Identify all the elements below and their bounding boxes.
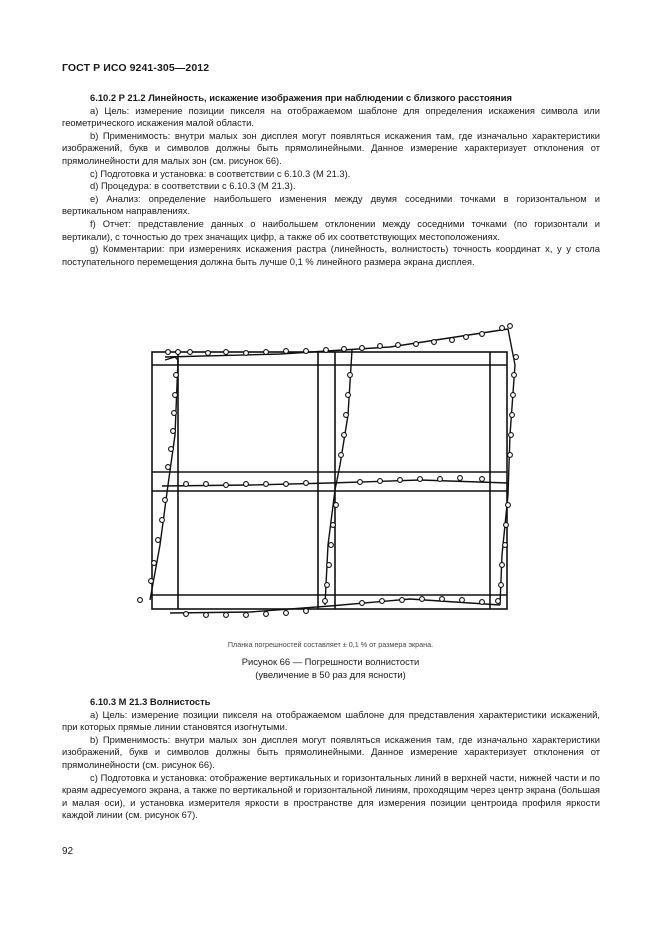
section-heading: 6.10.3 M 21.3 Волнистость <box>90 696 211 707</box>
paragraph-c: c) Подготовка и установка: в соответствии с 6.10.3 (М 21.3). <box>90 167 351 179</box>
paragraph-c: c) Подготовка и установка: отображение вертикальных и горизонтальных линий в верхней части, нижней части и по краям адресуемого экрана, а также по вертикальной и горизонтальной линиям, проходящим через центр экрана (большая и малая оси), и установка измерителя яркости в пространстве для измерения позиции центроида профиля яркости каждой линии (см. рисунок 67). <box>62 771 600 821</box>
page-number: 92 <box>62 846 74 857</box>
section-6-10-2 <box>62 92 600 268</box>
paragraph-f: f) Отчет: представление данных о наибольшем отклонении между соседними точками (по горизонтали и вертикали), с точностью до трех значащих цифр, а также об их соответствующих местоположениях. <box>62 217 600 242</box>
section-heading: 6.10.2 P 21.2 Линейность, искажение изображения при наблюдении с близкого расстояния <box>90 92 512 103</box>
paragraph-b: b) Применимость: внутри малых зон дисплея могут появляться искажения там, где изначально характеристики изображений, букв и символов должны быть прямолинейными. Данное измерение характеризует отклонения от прямолинейности (см. рисунок 66). <box>62 733 600 770</box>
measurement-points <box>138 324 519 618</box>
figure-caption <box>0 656 661 681</box>
section-6-10-3 <box>62 696 600 822</box>
figure-caption-title: Рисунок 66 — Погрешности волнистости <box>241 656 420 667</box>
figure-note: Планка погрешностей составляет ± 0,1 % от размера экрана. <box>227 640 434 649</box>
paragraph-a: a) Цель: измерение позиции пикселя на отображаемом шаблоне для определения искажения символа или геометрического искажения малой области. <box>62 104 600 129</box>
paragraph-g: g) Комментарии: при измерениях искажения растра (линейность, волнистость) точность координат x, y у стола поступательного перемещения должна быть лучше 0,1 % линейного размера экрана дисплея. <box>62 243 600 267</box>
paragraph-d: d) Процедура: в соответствии с 6.10.3 (М 21.3). <box>90 180 296 192</box>
document-header: ГОСТ Р ИСО 9241-305—2012 <box>62 62 210 74</box>
paragraph-e: e) Анализ: определение наибольшего изменения между двумя соседними точками в горизонтальном и вертикальном направлениях. <box>62 192 600 217</box>
paragraph-a: a) Цель: измерение позиции пикселя на отображаемом шаблоне для представления характеристики искажений, при которых прямые линии становятся изогнутыми. <box>62 708 600 733</box>
figure-caption-subtitle: (увеличение в 50 раз для ясности) <box>255 668 406 680</box>
waviness-figure <box>130 315 530 625</box>
paragraph-b: b) Применимость: внутри малых зон дисплея могут появляться искажения там, где изначально характеристики изображений, букв и символов должны быть прямолинейными. Данное измерение характеризует отклонения от прямолинейности для малых зон (см. рисунок 66). <box>62 129 600 166</box>
